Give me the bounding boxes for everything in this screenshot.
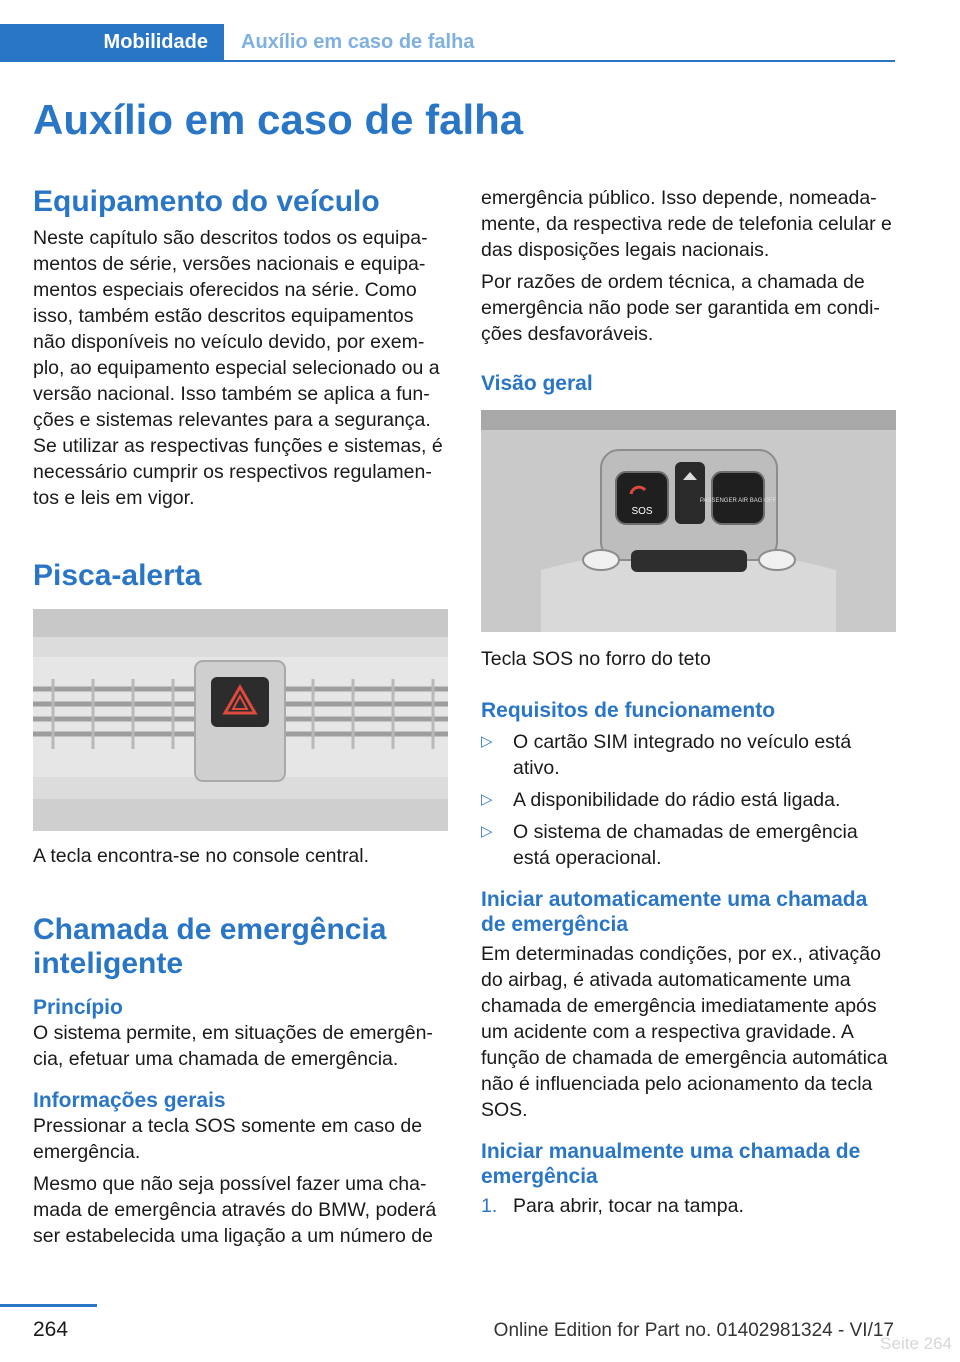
requirements-list xyxy=(481,729,897,871)
section-title-equipamento: Equipamento do veículo xyxy=(33,185,380,218)
info-paragraph-1: Pressionar a tecla SOS somente em caso de emergência. xyxy=(33,1115,423,1163)
triangle-right-icon: ▷ xyxy=(481,733,493,750)
subtitle-manual: Iniciar manualmente uma chamada de emergência xyxy=(481,1140,861,1188)
visao-caption: Tecla SOS no forro do teto xyxy=(481,648,711,670)
list-item: ▷ A disponibilidade do rádio está ligada. xyxy=(481,789,841,811)
list-item: 1. Para abrir, tocar na tampa. xyxy=(481,1195,744,1217)
hazard-switch-figure xyxy=(33,609,448,831)
pisca-caption: A tecla encontra-se no console central. xyxy=(33,845,370,867)
right-column xyxy=(481,185,897,1219)
page-number: 264 xyxy=(33,1318,69,1341)
sos-label: SOS xyxy=(631,506,653,517)
sos-button-figure xyxy=(481,410,896,632)
header-tabbar xyxy=(0,24,895,62)
left-column xyxy=(33,185,449,1249)
triangle-right-icon: ▷ xyxy=(481,791,493,808)
section-title-pisca: Pisca-alerta xyxy=(33,559,202,592)
info-paragraph-2: Mesmo que não seja possível fazer uma cha-mada de emergência através do BMW, poderá ser estabelecida uma ligação a um número de xyxy=(33,1173,437,1247)
tab-mobilidade[interactable]: Mobilidade xyxy=(0,24,224,60)
principio-text: O sistema permite, em situações de emergên-cia, efetuar uma chamada de emergência. xyxy=(33,1022,433,1070)
auto-text: Em determinadas condições, por ex., ativação do airbag, é ativada automaticamente uma chamada de emergência imediatamente após um acidente com a respectiva gravidade. A função de chamada de emergência automática não é influenciada pelo acionamento da tecla SOS. xyxy=(481,943,888,1121)
subtitle-informacoes: Informações gerais xyxy=(33,1089,226,1112)
subtitle-principio: Princípio xyxy=(33,996,123,1019)
section-title-chamada: Chamada de emergência inteligente xyxy=(33,913,387,980)
page-title: Auxílio em caso de falha xyxy=(33,96,524,143)
watermark: Seite 264 xyxy=(880,1334,952,1353)
edition-text: Online Edition for Part no. 01402981324 - VI/17 xyxy=(493,1320,894,1341)
list-item: ▷ O sistema de chamadas de emergência está operacional. xyxy=(481,821,858,869)
subtitle-visao-geral: Visão geral xyxy=(481,372,593,395)
equipamento-text: Neste capítulo são descritos todos os equipa-mentos de série, versões nacionais e equipa-mentos especiais oferecidos na série. Como isso, também estão descritos equipamentos não disponíveis no veículo devido, por exem-plo, ao equipamento especial selecionado ou a versão nacional. Isso também se aplica a fun-ções e sistemas relevantes para a segurança. Se utilizar as respectivas funções e sistemas, é necessário cumprir os respectivos regulamen-tos e leis em vigor. xyxy=(33,227,443,509)
subtitle-auto: Iniciar automaticamente uma chamada de emergência xyxy=(481,888,868,936)
continuation-paragraph: emergência público. Isso depende, nomeada-mente, da respectiva rede de telefonia celular e das disposições legais nacionais. xyxy=(481,187,892,261)
breadcrumb[interactable]: Auxílio em caso de falha xyxy=(241,30,475,53)
subtitle-requisitos: Requisitos de funcionamento xyxy=(481,699,776,722)
triangle-right-icon: ▷ xyxy=(481,823,493,840)
footer-divider xyxy=(0,1304,97,1307)
list-item: ▷ O cartão SIM integrado no veículo está ativo. xyxy=(481,731,852,779)
airbag-label: PASSENGER AIR BAG OFF xyxy=(699,498,777,504)
tech-paragraph: Por razões de ordem técnica, a chamada de emergência não pode ser garantida em condi-ções desfavoráveis. xyxy=(481,271,880,345)
manual-steps xyxy=(481,1193,897,1219)
